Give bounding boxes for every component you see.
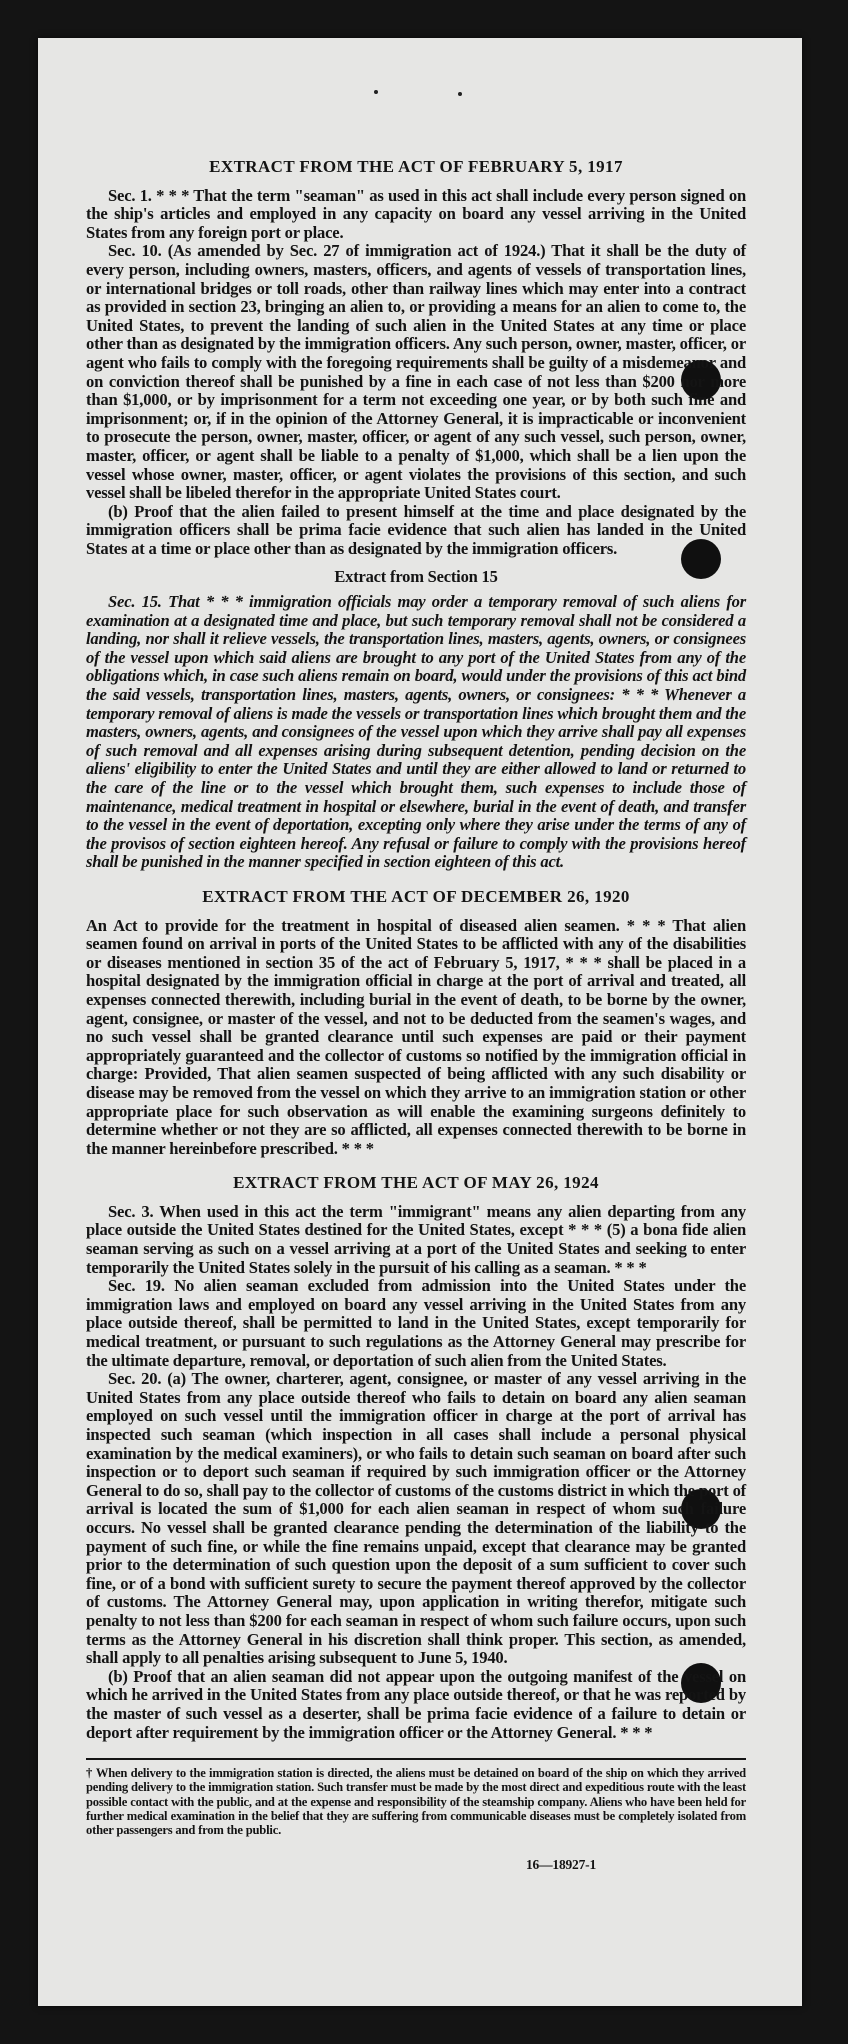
heading-section-15: Extract from Section 15 xyxy=(334,567,498,587)
heading-act-1917: EXTRACT FROM THE ACT OF FEBRUARY 5, 1917 xyxy=(209,157,623,176)
paragraph-sec-1: Sec. 1. * * * That the term "seaman" as used in this act shall include every person signed on the ship's articles and employed in any capacity on board any vessel arriving in the United States from any foreign port or place. xyxy=(86,185,746,242)
paragraph-act-1920: An Act to provide for the treatment in hospital of diseased alien seamen. * * * That alien seamen found on arrival in ports of the United States to be afflicted with any of the disabilities or diseases mentioned in section 35 of the act of February 5, 1917, * * * shall be placed in a hospital designated by the immigration official in charge at the port of arrival and treated, all expenses connected therewith, including burial in the event of death, to be borne by the owner, agent, consignee, or master of the vessel, and not to be deducted from the seamen's wages, and no such vessel shall be granted clearance until such expenses are paid or their payment appropriately guaranteed and the collector of customs so notified by the immigration official in charge: Provided, That alien seamen suspected of being afflicted with any such disability or disease may be removed from the vessel on which they arrive to an immigration station or other appropriate place for such observation as will enable the examining surgeons definitely to determine whether or not they are so afflicted, all expenses connected therewith to be borne in the manner hereinbefore prescribed. * * * xyxy=(86,915,746,1158)
footnote-divider xyxy=(86,1758,746,1760)
heading-act-1924: EXTRACT FROM THE ACT OF MAY 26, 1924 xyxy=(233,1173,599,1193)
footnote: † When delivery to the immigration station is directed, the aliens must be detained on board of the ship on which they arrived pending delivery to the immigration station. Such transfer must be made by the most direct and expeditious route with the least possible contact with the public, and at the expense and responsibility of the steamship company. Aliens who have been held for further medical examination in the belief that they are suffering from communicable diseases must be completely isolated from other passengers and from the public. xyxy=(86,1766,746,1838)
paragraph-sec-19: Sec. 19. No alien seaman excluded from admission into the United States under the immigration laws and employed on board any vessel arriving in the United States from any place outside thereof, shall be permitted to land in the United States, except temporarily for medical treatment, or pursuant to such regulations as the Attorney General may prescribe for the ultimate departure, removal, or deportation of such alien from the United States. xyxy=(86,1276,746,1370)
paragraph-sec-15: Sec. 15. That * * * immigration officials may order a temporary removal of such aliens for examination at a designated time and place, but such temporary removal shall not be considered a landing, nor shall it relieve vessels, the transportation lines, masters, agents, owners, or consignees of the vessel upon which said aliens are brought to any port of the United States from any of the obligations which, in case such aliens remain on board, would under the provisions of this act bind the said vessels, transportation lines, masters, agents, owners, or consignees: * * * Whenever a temporary removal of aliens is made the vessels or transportation lines which brought them and the masters, owners, agents, and consignees of the vessel upon which they arrive shall pay all expenses of such removal and all expenses arising during subsequent detention, pending decision on the aliens' eligibility to enter the United States and until they are either allowed to land or returned to the care of the line or to the vessel which brought them, such expenses to include those of maintenance, medical treatment in hospital or elsewhere, burial in the event of death, and transfer to the vessel in the event of deportation, excepting only where they arise under the terms of any of the provisos of section eighteen hereof. Any refusal or failure to comply with the provisions hereof shall be punished in the manner specified in section eighteen of this act. xyxy=(86,592,746,872)
form-number: 16—18927-1 xyxy=(526,1856,596,1872)
heading-act-1920: EXTRACT FROM THE ACT OF DECEMBER 26, 1920 xyxy=(202,886,630,906)
paragraph-sec-20-a: Sec. 20. (a) The owner, charterer, agent, consignee, or master of any vessel arriving in the United States from any place outside thereof who fails to detain on board any alien seaman employed on such vessel until the immigration officer in charge at the port of arrival has inspected such seaman (which inspection in all cases shall include a personal physical examination by the medical examiners), or who fails to detain such seaman on board after such inspection or to deport such seaman if required by such immigration officer or the Attorney General to do so, shall pay to the collector of customs of the customs district in which the port of arrival is located the sum of $1,000 for each alien seaman in respect of whom such failure occurs. No vessel shall be granted clearance pending the determination of the liability to the payment of such fine, or while the fine remains unpaid, except that clearance may be granted prior to the determination of such question upon the deposit of a sum sufficient to cover such fine, or of a bond with sufficient surety to secure the payment thereof approved by the collector of customs. The Attorney General may, upon application in writing therefor, mitigate such penalty to not less than $200 for each seaman in respect of whom such failure occurs, upon such terms as the Attorney General in his discretion shall think proper. This section, as amended, shall apply to all penalties arising subsequent to June 5, 1940. xyxy=(86,1369,746,1668)
paragraph-sec-10-b: (b) Proof that the alien failed to present himself at the time and place designated by the immigration officers shall be prima facie evidence that such alien has landed in the United States at a time or place other than as designated by the immigration officers. xyxy=(86,501,746,558)
document-body xyxy=(86,158,746,1874)
punch-mark-left xyxy=(374,90,378,94)
punch-mark-right xyxy=(458,92,462,96)
paragraph-sec-10: Sec. 10. (As amended by Sec. 27 of immigration act of 1924.) That it shall be the duty of every person, including owners, masters, officers, and agents of vessels of transportation lines, or international bridges or toll roads, other than railway lines which may enter into a contract as provided in section 23, bringing an alien to, or providing a means for an alien to come to, the United States, to prevent the landing of such alien in the United States at any time or place other than as designated by the immigration officers. Any such person, owner, master, officer, or agent who fails to comply with the foregoing requirements shall be guilty of a misdemeanor and on conviction thereof shall be punished by a fine in each case of not less than $200 nor more than $1,000, or by imprisonment for a term not exceeding one year, or by both such fine and imprisonment; or, if in the opinion of the Attorney General, it is impracticable or inconvenient to prosecute the person, owner, master, officer, or agent of any such vessel, such person, owner, master, officer, or agent shall be liable to a penalty of $1,000, which shall be a lien upon the vessel whose owner, master, officer, or agent violates the provisions of this section, and such vessel shall be libeled therefor in the appropriate United States court. xyxy=(86,241,746,503)
paragraph-sec-3: Sec. 3. When used in this act the term "immigrant" means any alien departing from any place outside the United States destined for the United States, except * * * (5) a bona fide alien seaman serving as such on a vessel arriving at a port of the United States and seeking to enter temporarily the United States solely in the pursuit of his calling as a seaman. * * * xyxy=(86,1201,746,1277)
paragraph-sec-20-b: (b) Proof that an alien seaman did not appear upon the outgoing manifest of the vessel on which he arrived in the United States from any place outside thereof, or that he was reported by the master of such vessel as a deserter, shall be prima facie evidence of a failure to detain or deport after requirement by the immigration officer or the Attorney General. * * * xyxy=(86,1666,746,1742)
